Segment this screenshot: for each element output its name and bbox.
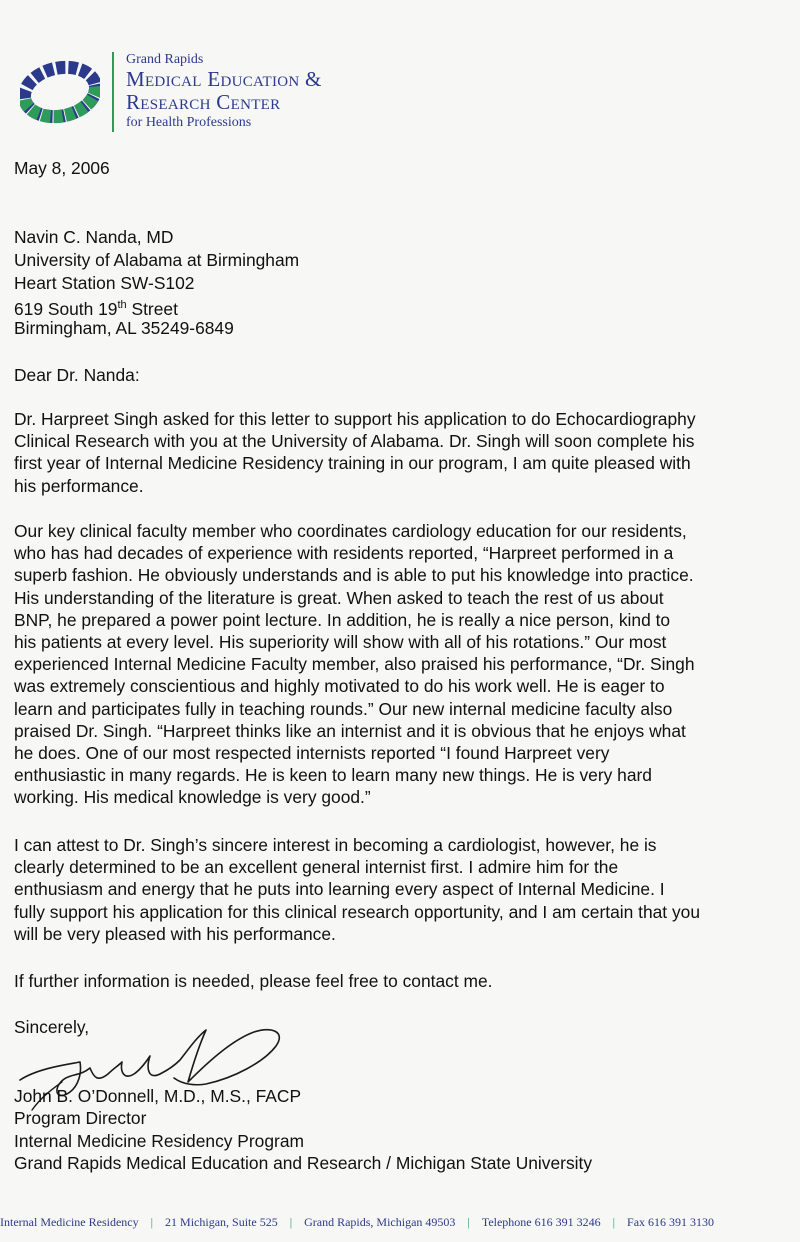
text-line: learn and participates fully in teaching rounds.” Our new internal medicine faculty also	[14, 698, 673, 719]
text-line: Clinical Research with you at the University of Alabama. Dr. Singh will soon complete his	[14, 431, 695, 452]
signer-program: Internal Medicine Residency Program	[14, 1131, 304, 1151]
text-line: working. His medical knowledge is very good.”	[14, 787, 371, 808]
letterhead	[20, 52, 440, 137]
closing: Sincerely,	[14, 1017, 90, 1037]
text-line: enthusiastic in many regards. He is keen to learn many new things. He is very hard	[14, 765, 652, 786]
text-line: His understanding of the literature is great. When asked to teach the rest of us about	[14, 587, 664, 608]
recipient-city: Birmingham, AL 35249-6849	[14, 318, 234, 338]
street-ordinal: th	[117, 299, 127, 311]
letterhead-text	[126, 52, 322, 132]
text-line: was extremely conscientious and highly motivated to do his work well. He is eager to	[14, 676, 665, 697]
letterhead-line-1: Grand Rapids	[126, 52, 204, 67]
paragraph-1	[14, 408, 796, 497]
footer-separator: |	[150, 1215, 154, 1229]
footer-separator: |	[612, 1215, 616, 1229]
paragraph-4: If further information is needed, please feel free to contact me.	[14, 971, 493, 991]
footer-separator: |	[289, 1215, 293, 1229]
salutation: Dear Dr. Nanda:	[14, 365, 140, 385]
text-line: praised Dr. Singh. “Harpreet thinks like an internist and it is obvious that he enjoys what	[14, 720, 686, 741]
text-line: his patients at every level. His superiority will show with all of his rotations.” Our most	[14, 632, 667, 653]
letterhead-divider	[112, 52, 114, 132]
text-line: who has had decades of experience with residents reported, “Harpreet performed in a	[14, 543, 674, 564]
recipient-dept: Heart Station SW-S102	[14, 273, 195, 293]
text-line: his performance.	[14, 475, 144, 496]
letterhead-line-2: Medical Education &	[126, 67, 322, 91]
footer-telephone: Telephone 616 391 3246	[481, 1215, 601, 1229]
text-line: superb fashion. He obviously understands and is able to put his knowledge into practice.	[14, 565, 694, 586]
paragraph-2	[14, 520, 796, 809]
footer-address: 21 Michigan, Suite 525	[165, 1215, 278, 1229]
recipient-name: Navin C. Nanda, MD	[14, 227, 174, 247]
signer-institution: Grand Rapids Medical Education and Research / Michigan State University	[14, 1153, 593, 1173]
text-line: clearly determined to be an excellent general internist first. I admire him for the	[14, 857, 619, 878]
letter-date: May 8, 2006	[14, 158, 110, 178]
letterhead-line-4: for Health Professions	[126, 115, 252, 130]
paragraph-3	[14, 834, 796, 945]
text-line: I can attest to Dr. Singh’s sincere interest in becoming a cardiologist, however, he is	[14, 835, 657, 855]
footer-city: Grand Rapids, Michigan 49503	[304, 1215, 456, 1229]
text-line: will be very pleased with his performance.	[14, 923, 336, 944]
text-line: experienced Internal Medicine Faculty member, also praised his performance, “Dr. Singh	[14, 654, 695, 675]
letterhead-line-3: Research Center	[126, 90, 281, 114]
footer-fax: Fax 616 391 3130	[627, 1215, 715, 1229]
signer-name: John B. O’Donnell, M.D., M.S., FACP	[14, 1086, 302, 1106]
text-line: first year of Internal Medicine Residency training in our program, I am quite pleased with	[14, 453, 691, 474]
street-suffix: Street	[126, 298, 178, 319]
recipient-street	[14, 294, 178, 320]
text-line: Dr. Harpreet Singh asked for this letter to support his application to do Echocardiography	[14, 409, 696, 429]
footer-separator: |	[467, 1215, 470, 1229]
text-line: he does. One of our most respected internists reported “I found Harpreet very	[14, 743, 610, 764]
text-line: BNP, he prepared a power point lecture. In addition, he is really a nice person, kind to	[14, 609, 671, 630]
footer-residency: Internal Medicine Residency	[0, 1215, 139, 1229]
street-prefix: 619 South 19	[14, 298, 118, 319]
recipient-org: University of Alabama at Birmingham	[14, 250, 300, 270]
text-line: enthusiasm and energy that he puts into learning every aspect of Internal Medicine. I	[14, 879, 665, 900]
footer	[0, 1215, 800, 1230]
grmerc-logo-icon	[20, 60, 100, 124]
text-line: fully support his application for this clinical research opportunity, and I am certain that you	[14, 901, 700, 922]
signer-title: Program Director	[14, 1108, 147, 1128]
text-line: Our key clinical faculty member who coordinates cardiology education for our residents,	[14, 521, 687, 541]
